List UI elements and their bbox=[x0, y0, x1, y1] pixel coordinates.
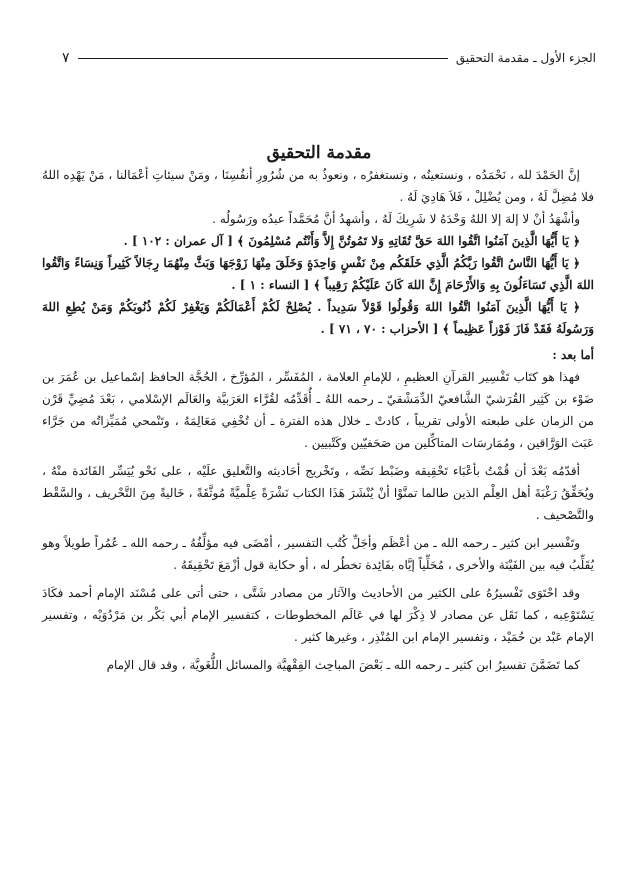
quran-verse-ahzab: ﴿ يَا أَيُّهَا الَّذِينَ آمَنُوا اتَّقُوا اللهَ وَقُولُوا قَوْلاً سَدِيداً . يُصْلِحْ لَكُمْ أَعْمَالَكُمْ وَيَغْفِرْ لَكُمْ ذُنُوبَكُمْ وَمَنْ يُطِعِ اللهَ وَرَسُولَهُ فَقَدْ فَازَ فَوْزاً عَظِيماً ﴾ [ الأحزاب : ٧٠ ، ٧١ ] . bbox=[42, 300, 594, 336]
running-title: الجزء الأول ـ مقدمة التحقيق bbox=[455, 51, 596, 65]
header-rule bbox=[78, 58, 448, 59]
section-title: مقدمة التحقيق bbox=[266, 143, 372, 163]
sources-paragraph: وقد احْتَوَى تَفْسيرُهُ على الكثير من الأحاديث والآثار من مصادر شَتَّى ، حتى أتى على مُسْنَد الإمام أحمد فكَادَ يَسْتَوْعِبه ، كما نَقَل عن مصادر لا ذِكْرَ لها في عَالَم المخطوطات ، كتفسير الإمام أبي بَكْر بن مَرْدُوَيْه ، وتفسير الإمام عَبْد بن حُمَيْد ، وتفسير الإمام ابن المُنْذِر ، وغيرها كثير . bbox=[42, 586, 594, 644]
editing-work-paragraph: أقدّمُه بَعْدَ أن قُمْتُ بأعْبَاء تَحْقِيقه وضَبْط نَصِّه ، وتَخْريج أحَاديثه والتَّعليق علَيْه ، على نَحْو يُيَسِّر الفَائدة منْهُ ، ويُحَقِّقُ رَغْبَةَ أهل العِلْم الذين طالما تمنَّوْا أنْ يُنْشَرَ هَذَا الكتاب نَشْرَةً عِلْميَّةً مُوثَّقَةً ، خَاليةً مِنَ التَّحْريف ، والسَّقْط والتَّصْحيف . bbox=[42, 464, 594, 522]
quran-verse-aal-imran: ﴿ يَا أَيُّهَا الَّذِينَ آمَنُوا اتَّقُوا اللهَ حَقَّ تُقَاتِهِ وَلا تَمُوتُنَّ إِلاَّ وَأَنْتُم مُسْلِمُونَ ﴾ [ آل عمران : ١٠٢ ] . bbox=[123, 234, 580, 248]
book-intro-paragraph: فهذا هو كتَاب تَفْسِير القرآنِ العظيمِ ، للإمامِ العلامة ، المُفَسِّر ، المُؤرِّخ ، الحُجَّة الحافظ إسْماعيل بن عُمَرَ بن ضَوْء بن كَثِير القُرَشيّ الشَّافعيّ الدِّمَشْقيّ ـ رحمه اللهُ ـ أُقَدِّمُه لقُرَّاء العَرَبيَّة والعَالَم الإسْلامي ، بَعْدَ مُضِيِّ قَرْن من الزمان على طبعته الأولى تقريباً ، كادتْ ـ خلال هذه الفترة ـ أن تُخْفِي مَعَالِمَهُ ، وتَنْمحي مُمَيِّزاتُه من جَرَّاء عَبَث الوَرَّاقين ، ومُمَارسَات المتاكِّلين من صَحَفيّين وكَتْبيين . bbox=[42, 370, 594, 450]
running-header bbox=[62, 47, 596, 69]
content-paragraph: كما تَضَمَّنَ تفسيرُ ابن كثير ـ رحمه الله ـ بَعْضَ المباحِث الفِقْهيَّة والمسائل اللُّغَويَّة ، وقد قال الإمام bbox=[106, 658, 580, 672]
tafsir-importance-paragraph: وتَفْسير ابن كثير ـ رحمه الله ـ من أعْظَم وأجَلِّ كُتُب التفسير ، أمْضَى فيه مؤلِّفُهُ ـ رحمه الله ـ عُمُراً طويلاً وهو يُقَلِّبُ فيه بين الفَيْنَة والأخرى ، مُحَلِّياً إيَّاه بفَائِدة تخطُر له ، أو حكاية قول أزْمَعَ تَحْقِيقَهُ . bbox=[42, 536, 594, 572]
testimony-paragraph: وأشْهَدُ أنْ لا إلهَ إلا اللهُ وَحْدَهُ لا شَرِيكَ لَهُ ، وأشهدُ أنَّ مُحَمَّداً عبدُه ورَسُولُه . bbox=[212, 212, 580, 226]
amma-bad-heading: أما بعد : bbox=[552, 348, 594, 362]
page-number: ٧ bbox=[62, 50, 70, 66]
opening-praise-paragraph: إنَّ الحَمْدَ لله ، نَحْمَدُه ، ونستعينُه ، ونستغفرُه ، ونعوذُ به من شُرُورِ أنفُسِنَا ، ومَنْ سيئاتِ أعْمَالنا ، مَنْ يَهْدِه اللهُ فلا مُضِلَّ لَهُ ، ومن يُضْلِلْ ، فَلاَ هَادِيَ لَهُ . bbox=[42, 168, 594, 204]
body-text bbox=[42, 164, 594, 676]
quran-verse-nisa: ﴿ يَا أَيُّهَا النَّاسُ اتَّقُوا رَبَّكُمُ الَّذِي خَلَقَكُم مِنْ نَفْسٍ وَاحِدَةٍ وَخَلَقَ مِنْهَا زَوْجَهَا وَبَثَّ مِنْهُمَا رِجَالاً كَثِيراً وَنِسَاءً وَاتَّقُوا اللهَ الَّذِي تَسَاءَلُونَ بِهِ وَالأَرْحَامَ إِنَّ اللهَ كَانَ عَلَيْكُمْ رَقِيباً ﴾ [ النساء : ١ ] . bbox=[42, 256, 594, 292]
